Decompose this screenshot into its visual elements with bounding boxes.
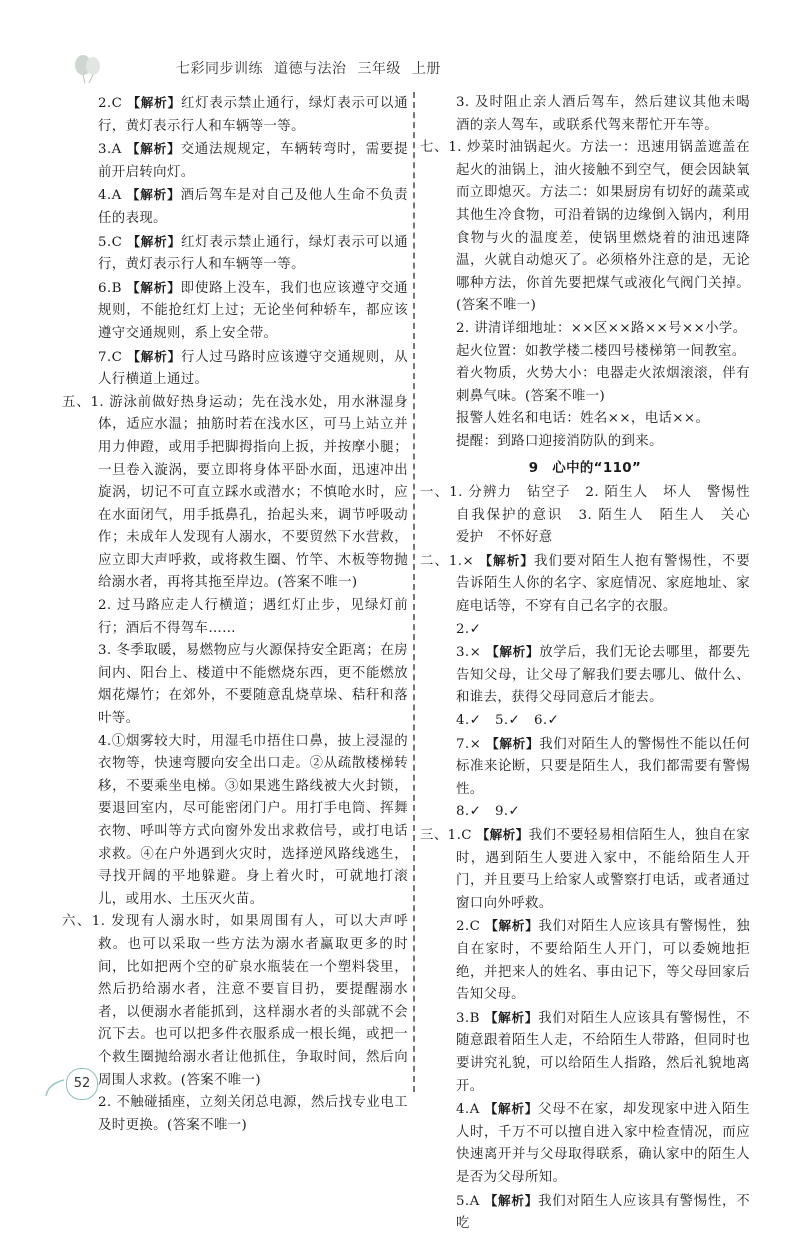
answer-text: 不触碰插座，立刻关闭总电源，然后找专业电工及时更换。(答案不唯一) — [98, 1095, 408, 1133]
answer-number: 5.A — [456, 1193, 485, 1209]
answer-text: 发现有人溺水时，如果周围有人，可以大声呼救。也可以采取一些方法为溺水者赢取更多的时间，比如把两个空的矿泉水瓶装在一个塑料袋里，然后扔给溺水者，注意不要盲目扔，要提醒溺水者，以便溺水者能抓到，这样溺水者的头部就不会沉下去。也可以把多件衣服系成一根长绳，或把一个救生圈抛给溺水者让他抓住，争取时间，然后向周围人求救。(答案不唯一) — [98, 914, 408, 1088]
answer-text: 讲清详细地址：××区××路××号××小学。 — [474, 320, 747, 336]
answer-number: 六、1. — [62, 914, 112, 930]
right-column — [420, 92, 764, 1236]
answer-text: 着火物质，火势大小：电器走火浓烟滚滚，伴有刺鼻气味。(答案不唯一) — [456, 366, 750, 404]
analysis-tag: 【解析】 — [485, 918, 539, 934]
page-header — [58, 44, 758, 84]
answer-item — [62, 731, 408, 912]
answer-text: 提醒：到路口迎接消防队的到来。 — [456, 433, 663, 449]
chapter-title — [420, 458, 750, 481]
answer-text: 游泳前做好热身运动；先在浅水处，用水淋湿身体，适应水温；抽筋时若在浅水区，可马上站立并用力伸蹬，或用手把脚拇指向上扳，并按摩小腿；一旦卷入漩涡，要立即将身体平卧水面，迅速冲出旋涡，切记不可直立踩水或潜水；不慎呛水时，应在水面闭气，用手抵鼻孔，抬起头来，调节呼吸动作；未成年人发现有人溺水，不要贸然下水营救，应立即大声呼救，或将救生圈、竹竿、木板等物抛给溺水者，再将其拖至岸边。(答案不唯一) — [98, 394, 408, 591]
answer-item — [62, 138, 408, 184]
page-number: 52 — [66, 1068, 98, 1100]
answer-item — [420, 801, 750, 824]
answer-item — [62, 1092, 408, 1137]
header-series: 七彩同步训练 — [176, 61, 263, 77]
answer-number: 4. — [98, 733, 112, 749]
answer-item — [62, 640, 408, 730]
header-title — [176, 58, 441, 78]
answer-item — [420, 431, 750, 454]
answer-text: 酒后驾车是对自己及他人生命不负责任的表现。 — [98, 188, 408, 226]
answer-text: 9 心中的“110” — [528, 460, 642, 476]
analysis-tag: 【解析】 — [126, 141, 181, 157]
answer-number: 二、1.× — [420, 553, 480, 569]
answer-number: 2.✓ — [456, 621, 482, 637]
answer-number: 7.× — [456, 736, 487, 752]
corner-decoration-icon — [44, 1076, 66, 1098]
answer-item — [62, 346, 408, 392]
answer-number: 2. — [98, 598, 118, 614]
answer-number: 4.A — [98, 188, 127, 204]
answer-item — [420, 482, 764, 550]
answer-number: 3. — [98, 643, 117, 659]
answer-text: 我们要对陌生人抱有警惕性，不要告诉陌生人你的名字、家庭情况、家庭地址、家庭电话等，不穿有自己名字的衣服。 — [456, 553, 751, 615]
header-volume: 上册 — [411, 61, 441, 77]
analysis-tag: 【解析】 — [126, 187, 181, 203]
answer-item — [420, 619, 750, 642]
answer-text: 报警人姓名和电话：姓名××，电话××。 — [456, 411, 710, 427]
answer-text: 即使路上没车，我们也应该遵守交通规则，不能抢红灯上过；无论坐何种轿车，都应该遵守交通规则，系上安全带。 — [98, 280, 408, 341]
answer-text: 红灯表示禁止通行，绿灯表示可以通行，黄灯表示行人和车辆等一等。 — [98, 96, 408, 134]
answer-number: 3.B — [456, 1010, 485, 1026]
analysis-tag: 【解析】 — [126, 279, 181, 295]
answer-item — [420, 341, 750, 364]
analysis-tag: 【解析】 — [127, 95, 181, 110]
answer-item — [420, 824, 750, 915]
answer-text: ①烟雾较大时，用湿毛巾捂住口鼻，披上浸湿的衣物等，快速弯腰向安全出口走。②从疏散楼梯转移，不要乘坐电梯。③如果逃生路线被大火封锁，要退回室内，尽可能密闭门户。用打手电筒、挥舞衣物、呼叫等方式向窗外发出求救信号，或打电话求救。④在户外遇到火灾时，选择逆风路线逃生，寻找开阔的平地躲避。身上着火时，可就地打滚儿，或用水、土压灭火苗。 — [98, 733, 408, 907]
answer-item — [62, 92, 408, 138]
answer-text: 我们对陌生人应该具有警惕性，不吃 — [456, 1193, 750, 1232]
analysis-tag: 【解析】 — [486, 644, 540, 660]
answer-text: 分辨力 钻空子 2. 陌生人 坏人 警惕性 自我保护的意识 3. 陌生人 陌生人 关心 爱护 不怀好意 — [456, 485, 764, 546]
answer-text: 放学后，我们无论去哪里，都要先告知父母，让父母了解我们要去哪儿、做什么、和谁去，获得父母同意后才能去。 — [456, 645, 750, 706]
answer-item — [420, 1190, 750, 1236]
analysis-tag: 【解析】 — [484, 1009, 539, 1025]
answer-number: 4.A — [456, 1102, 485, 1118]
answer-number: 3.A — [98, 142, 127, 158]
analysis-tag: 【解析】 — [476, 827, 529, 842]
answer-number: 2.C — [456, 919, 486, 935]
answer-item — [62, 184, 408, 230]
answer-number: 七、1. — [420, 140, 467, 156]
answer-item — [420, 137, 750, 318]
answer-item — [62, 595, 408, 640]
answer-item — [420, 550, 750, 619]
answer-item — [420, 1098, 750, 1189]
answer-number: 3. — [456, 95, 475, 110]
answer-text: 及时阻止亲人酒后驾车，然后建议其他未喝酒的亲人驾车，或联系代驾来帮忙开车等。 — [456, 95, 751, 133]
answer-number: 8.✓ 9.✓ — [456, 804, 521, 820]
answer-text: 我们不要轻易相信陌生人，独自在家时，遇到陌生人要进入家中，不能给陌生人开门，并且要马上给家人或警察打电话，或者通过窗口向外呼救。 — [456, 828, 750, 911]
answer-item — [62, 911, 408, 1092]
analysis-tag: 【解析】 — [484, 1192, 539, 1208]
answer-number: 2.C — [98, 96, 128, 111]
answer-number: 一、1. — [420, 485, 469, 501]
balloon-logo-icon — [72, 54, 106, 84]
answer-number: 2. — [98, 1095, 117, 1111]
analysis-tag: 【解析】 — [486, 735, 540, 751]
answer-item — [420, 710, 750, 733]
column-divider — [413, 92, 415, 1092]
analysis-tag: 【解析】 — [127, 348, 181, 364]
answer-number: 6.B — [98, 280, 127, 296]
answer-number: 7.C — [98, 349, 128, 365]
analysis-tag: 【解析】 — [127, 233, 181, 249]
answer-text: 过马路应走人行横道；遇红灯止步，见绿灯前行；酒后不得驾车…… — [98, 598, 408, 636]
analysis-tag: 【解析】 — [484, 1101, 539, 1117]
answer-text: 交通法规规定，车辆转弯时，需要提前开启转向灯。 — [98, 142, 408, 180]
answer-item — [62, 277, 408, 346]
answer-number: 三、1.C — [420, 828, 477, 843]
answer-item — [420, 318, 750, 341]
answer-item — [420, 733, 750, 802]
answer-item — [420, 915, 750, 1006]
answer-text: 父母不在家，却发现家中进入陌生人时，千万不可以擅自进入家中检查情况，而应快速离开并与父母取得联系，确认家中的陌生人是否为父母所知。 — [456, 1102, 750, 1185]
left-column — [62, 92, 408, 1137]
analysis-tag: 【解析】 — [479, 552, 534, 568]
header-grade: 三年级 — [357, 61, 401, 77]
answer-item — [420, 408, 750, 431]
answer-number: 五、1. — [62, 394, 110, 410]
answer-text: 行人过马路时应该遵守交通规则，从人行横道上通过。 — [98, 349, 408, 388]
answer-item — [62, 231, 408, 277]
answer-number: 5.C — [98, 234, 128, 250]
answer-number: 4.✓ 5.✓ 6.✓ — [456, 713, 560, 729]
header-subject: 道德与法治 — [273, 61, 347, 77]
answer-text: 我们对陌生人应该具有警惕性，独自在家时，不要给陌生人开门，可以委婉地拒绝，并把来人的姓名、事由记下，等父母回家后告知父母。 — [456, 919, 750, 1003]
answer-item — [420, 641, 750, 710]
answer-text: 冬季取暖，易燃物应与火源保持安全距离；在房间内、阳台上、楼道中不能燃烧东西，更不能燃放烟花爆竹；在郊外，不要随意乱烧草垛、秸秆和落叶等。 — [98, 643, 408, 727]
answer-text: 红灯表示禁止通行，绿灯表示可以通行，黄灯表示行人和车辆等一等。 — [98, 234, 408, 273]
answer-text: 我们对陌生人的警惕性不能以任何标准来论断，只要是陌生人，我们都需要有警惕性。 — [456, 736, 750, 797]
answer-item — [420, 92, 750, 137]
answer-text: 炒菜时油锅起火。方法一：迅速用锅盖遮盖在起火的油锅上，油火接触不到空气，便会因缺氧而立即熄灭。方法二：如果厨房有切好的蔬菜或其他生冷食物，可沿着锅的边缘倒入锅内，利用食物与火的温度差，使锅里燃烧着的油迅速降温，火就自动熄灭了。必须格外注意的是，无论哪种方法，你首先要把煤气或液化气阀门关掉。(答案不唯一) — [456, 140, 750, 314]
answer-item — [420, 1007, 750, 1098]
answer-number: 2. — [456, 320, 475, 336]
answer-text: 起火位置：如教学楼二楼四号楼梯第一间教室。 — [456, 343, 746, 359]
answer-text: 我们对陌生人应该具有警惕性，不随意跟着陌生人走，不给陌生人带路，但同时也要讲究礼貌，可以给陌生人指路，然后礼貌地离开。 — [456, 1010, 750, 1094]
answer-item — [62, 392, 408, 595]
answer-item — [420, 363, 750, 408]
answer-number: 3.× — [456, 645, 487, 661]
